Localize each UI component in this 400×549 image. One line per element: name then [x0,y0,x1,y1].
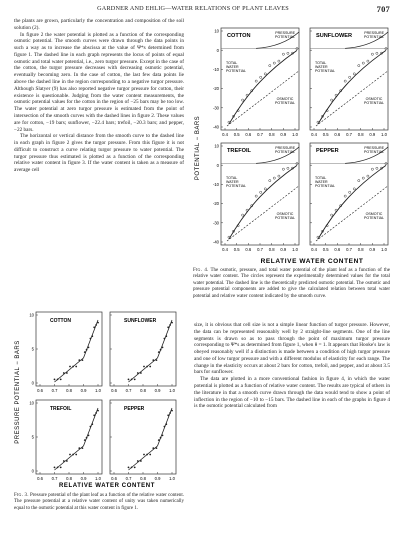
fig4-x-tick-label: 0.7 [346,247,352,252]
fig3-data-point [152,447,154,449]
fig3-data-point [131,379,133,381]
fig4-data-point [260,191,262,193]
fig4-x-tick-label: 0.6 [334,132,341,137]
fig3-data-point [156,447,158,449]
fig3-data-point [69,366,71,368]
fig4-data-point [255,80,257,82]
fig3-panel-title: SUNFLOWER [124,318,157,324]
fig4-curve-label: TOTAL [226,61,238,65]
fig4-total-curve [229,50,297,124]
fig4-data-point [260,76,262,78]
fig3-fit-line [54,320,98,382]
fig3-data-point [169,412,171,414]
fig4-data-point [362,177,364,179]
fig3-data-point [91,423,93,425]
fig4-x-tick-label: 0.6 [334,247,341,252]
fig4-panel [213,28,299,137]
fig4-data-point [331,214,333,216]
fig4-x-tick-label: 0.8 [268,132,275,137]
fig3-data-point [78,447,80,449]
fig4-x-tick-label: 0.6 [245,132,252,137]
fig4-panel-frame [310,143,388,245]
fig3-x-tick-label: 0.8 [140,388,146,393]
fig4-total-curve [318,165,386,239]
fig3-data-point [158,439,160,441]
fig4-panel [310,143,388,252]
running-title: GARDNER AND EHLIG—WATER RELATIONS OF PLANT LEAVES [97,5,289,12]
fig3-caption [14,493,184,512]
fig4-data-point [242,99,244,101]
paragraph: the plants are grown, particularly the concentration and composition of the soil solution (2). [14,18,184,31]
fig3-data-point [88,435,90,437]
fig3-x-tick-label: 0.6 [111,388,117,393]
fig4-y-tick-label: -30 [212,105,219,111]
fig3-data-point [82,447,84,449]
fig3-data-point [69,454,71,456]
fig3-data-point [60,379,62,381]
fig3-data-point [90,338,92,340]
fig3-data-point [86,437,88,439]
fig3-x-tick-label: 0.6 [37,388,43,393]
fig3-x-tick-label: 1.0 [169,476,175,481]
fig3-data-point [162,435,164,437]
fig4-data-point [371,168,373,170]
fig4-curve-label: POTENTIAL [226,69,246,73]
fig4-data-point [344,80,346,82]
fig3-data-point [140,372,142,374]
fig3-data-point [84,351,86,353]
fig3-data-point [66,372,68,374]
fig4-curve-label: WATER [226,180,239,184]
fig4-x-tick-label: 0.5 [233,247,240,252]
paragraph: In figure 2 the water potential is plotted as a function of the corresponding osmotic potential. The smooth curves were drawn through the data points in such a way as to increase the abscissa at the value of Ψ*s determined from figure 1. The dashed line in each graph represents the locus of points of equal osmotic and total water potential, i.e., zero turgor pressure. Except in the case of the cotton, the turgor pressure decreases with decreasing osmotic potential, eventually becoming zero. In the case of cotton, the last few data points lie above the dashed line in the region corresponding to a negative turgor pressure. Although Slatyer (9) has also reported negative turgor pressure for cotton, their existence is questionable. Judging from the water content measurements, the osmotic potential values for the cotton in the region of −25 bars may be too low. The water potential at zero turgor pressure is estimated from the point of intersection of the smooth curves with the dashed lines in figure 2. These values are for cotton, −19 bars; sunflower, −22.4 bars; trefoil, −20.3 bars; and pepper, −22 bars. [14,31,184,133]
fig3-data-point [78,359,80,361]
fig4-data-point [278,60,280,62]
fig3-data-point [63,460,65,462]
fig3-data-point [137,372,139,374]
figure-4 [192,18,392,266]
fig3-data-point [97,322,99,324]
fig4-data-point [331,99,333,101]
fig3-data-point [75,366,77,368]
fig3-fit-line [54,408,98,470]
fig4-curve-label: POTENTIAL [315,184,335,188]
fig4-caption-text: The osmotic, pressure, and total water potential of the plant leaf as a function of the relative water content. The circles represent the experimentally determined values for the total water potential. The dashed line is the theoretically predicted osmotic potential. The osmotic and pressure potential components are added to give the calculated relation between total water potential and relative water content indicated by the smooth curve. [193,268,390,299]
fig4-x-tick-label: 1.0 [292,247,298,252]
fig4-curve-label: POTENTIAL [364,216,384,220]
fig4-data-point [255,195,257,197]
figure-3 [12,300,187,490]
fig3-x-tick-label: 0.6 [111,476,117,481]
fig3-panel-title: TREFOIL [50,406,72,412]
fig3-data-point [156,359,158,361]
fig3-y-tick-label: 0 [31,468,34,474]
fig3-data-point [167,414,169,416]
paragraph: size, it is obvious that cell size is not a simple linear function of turgor pressure. However, the data can be represented reasonably well by 2 straight-line segments. One of the line segments is drawn so as to pass through the point of maximum turgor pressure corresponding to Ψ*s as determined from figure 1, when θ = 1. It appears that Hooke's law is obeyed reasonably well if a distinction is made between a condition of high turgor pressure and one of low turgor pressure and with a different modulus of elasticity for each range. The change in the elasticity occurs at about 2 bars for cotton, trefoil, and pepper, and at about 3.5 bars for sunflower. [194,322,390,376]
fig4-curve-label: WATER [315,65,328,69]
fig4-panel-title: COTTON [227,33,251,39]
fig4-x-tick-label: 0.4 [311,132,317,137]
fig3-data-point [171,410,173,412]
fig3-panel [110,312,176,393]
fig4-x-tick-label: 0.5 [233,132,240,137]
fig3-data-point [75,454,77,456]
fig4-curve-label: POTENTIAL [275,35,295,39]
fig3-data-point [60,467,62,469]
fig3-data-point [134,467,136,469]
fig3-x-tick-label: 0.8 [66,476,72,481]
fig4-data-point [296,163,298,165]
fig3-data-point [95,412,97,414]
fig3-data-point [86,349,88,351]
fig4-data-point [269,65,271,67]
fig4-data-point [278,175,280,177]
fig3-data-point [95,324,97,326]
fig4-panel-frame [310,28,388,130]
fig4-curve-label: POTENTIAL [275,101,295,105]
fig4-data-point [362,62,364,64]
fig3-x-axis-label: RELATIVE WATER CONTENT [59,483,155,489]
fig3-data-point [97,410,99,412]
fig4-curve-label: PRESSURE [275,146,295,150]
fig4-data-point [349,191,351,193]
fig4-x-tick-label: 1.0 [292,132,298,137]
running-header [14,5,390,15]
fig4-data-point [273,177,275,179]
fig4-data-point [344,195,346,197]
fig4-x-tick-label: 1.0 [381,247,387,252]
fig3-data-point [158,351,160,353]
fig4-y-tick-label: -20 [212,201,219,207]
fig4-x-tick-label: 0.8 [357,247,364,252]
fig3-data-point [54,379,56,381]
fig4-x-tick-label: 0.5 [322,132,329,137]
fig4-caption [193,268,390,300]
fig4-y-tick-label: 0 [216,47,219,53]
fig3-x-tick-label: 0.8 [140,476,146,481]
fig4-data-point [349,76,351,78]
fig4-panel-title: SUNFLOWER [316,33,353,39]
fig3-panel-title: COTTON [50,318,72,324]
fig4-y-tick-label: -10 [212,67,219,72]
fig4-curve-label: POTENTIAL [226,184,246,188]
fig3-x-tick-label: 0.6 [37,476,43,481]
fig4-y-tick-label: -40 [212,239,219,245]
fig3-x-tick-label: 0.8 [66,388,72,393]
fig4-x-tick-label: 0.4 [311,247,317,252]
fig3-data-point [63,372,65,374]
fig4-curve-label: TOTAL [315,61,327,65]
fig3-data-point [131,467,133,469]
fig3-panel [29,312,102,393]
fig3-y-tick-label: 10 [29,400,34,406]
fig4-panel-title: PEPPER [316,148,339,154]
fig4-x-tick-label: 1.0 [381,132,387,137]
fig4-curve-label: PRESSURE [364,31,384,35]
right-column-text [194,322,390,410]
fig4-x-tick-label: 0.9 [369,247,376,252]
fig4-data-point [287,52,289,54]
fig3-data-point [165,335,167,337]
fig3-data-point [140,460,142,462]
fig3-fit-line [128,320,172,382]
fig4-y-tick-label: -20 [212,86,219,92]
fig4-curve-label: WATER [226,65,239,69]
fig4-data-point [335,94,337,96]
page-number: 707 [376,4,390,14]
fig4-x-tick-label: 0.6 [245,247,252,252]
fig3-data-point [72,366,74,368]
fig3-data-point [160,437,162,439]
fig3-data-point [91,335,93,337]
fig4-curve-label: POTENTIAL [275,216,295,220]
fig3-data-point [90,426,92,428]
fig4-curve-label: OSMOTIC [276,97,294,101]
fig4-data-point [335,209,337,211]
fig4-panel [310,28,388,137]
fig4-data-point [242,214,244,216]
fig4-data-point [371,53,373,55]
fig4-x-tick-label: 0.8 [357,132,364,137]
fig4-x-tick-label: 0.5 [322,247,329,252]
fig4-data-point [353,188,355,190]
fig4-curve-label: POTENTIAL [364,150,384,154]
fig3-x-tick-label: 0.7 [125,388,132,393]
fig4-x-tick-label: 0.4 [222,132,228,137]
fig4-data-point [385,163,387,165]
fig3-x-tick-label: 1.0 [169,388,175,393]
fig3-data-point [137,460,139,462]
fig3-data-point [160,349,162,351]
fig4-curve-label: TOTAL [315,176,327,180]
paragraph: The horizontal or vertical distance from the smooth curve to the dashed line in each graph in figure 2 gives the turgor pressure. From this figure it is not difficult to construct a curve relating turgor pressure to water potential. The turgor pressure thus estimated is plotted as a function of the corresponding relative water content in figure 3. If the water content is taken as a measure of average cell [14,133,184,174]
fig4-y-axis-label: POTENTIAL − BARS [195,115,201,181]
fig4-data-point [273,62,275,64]
fig3-data-point [167,326,169,328]
fig3-y-tick-label: 5 [31,434,34,440]
fig3-y-axis-label: PRESSURE POTENTIAL − BARS [15,340,21,444]
fig3-fit-line [128,408,172,470]
fig3-caption-label: Fig. 3. [14,493,29,498]
fig4-curve-label: POTENTIAL [275,150,295,154]
fig3-x-tick-label: 0.7 [51,476,58,481]
fig4-y-tick-label: -30 [212,220,219,226]
fig3-data-point [152,359,154,361]
fig3-panel-title: PEPPER [124,406,145,412]
fig3-data-point [93,414,95,416]
fig4-x-tick-label: 0.4 [222,247,228,252]
fig4-data-point [358,65,360,67]
fig4-curve-label: POTENTIAL [364,35,384,39]
fig3-data-point [164,338,166,340]
fig3-data-point [128,379,130,381]
fig4-data-point [376,52,378,54]
fig4-data-point [282,53,284,55]
fig3-data-point [169,324,171,326]
fig3-x-tick-label: 0.9 [154,476,161,481]
fig3-y-tick-label: 5 [31,346,34,352]
fig4-data-point [264,73,266,75]
fig3-data-point [164,426,166,428]
fig3-x-tick-label: 1.0 [95,476,101,481]
fig3-data-point [146,366,148,368]
fig4-data-point [353,73,355,75]
fig4-panel [213,143,299,252]
fig3-y-tick-label: 10 [29,312,34,318]
fig4-panel-title: TREFOIL [227,148,251,154]
left-column-text [14,18,184,174]
fig4-panel-frame [221,143,299,245]
fig3-caption-text: Pressure potential of the plant leaf as a function of the relative water content. The pressure potential at a relative water content of unity was taken numerically equal to the osmotic potential at this water content in figure 1. [14,493,185,511]
fig4-curve-label: POTENTIAL [315,69,335,73]
fig4-data-point [246,94,248,96]
fig3-data-point [149,366,151,368]
fig3-x-tick-label: 0.7 [125,476,132,481]
fig4-x-tick-label: 0.9 [280,247,287,252]
fig4-curve-label: OSMOTIC [365,97,383,101]
fig3-data-point [149,454,151,456]
fig4-data-point [367,60,369,62]
paragraph: The data are plotted in a more conventional fashion in figure 4, in which the water potential is plotted as a function of relative water content. The results are typical of others in the literature in that a smooth curve drawn through the data would tend to show a point of inflection in the region of −10 to −15 bars. The dashed line in each of the graphs in figure 4 is the osmotic potential calculated from [194,376,390,410]
fig4-x-axis-label: RELATIVE WATER CONTENT [260,258,364,265]
fig3-x-tick-label: 0.7 [51,388,58,393]
fig4-y-tick-label: -10 [212,182,219,187]
fig3-panel [110,400,176,481]
fig3-data-point [82,359,84,361]
fig3-data-point [171,322,173,324]
fig4-y-tick-label: 0 [216,162,219,168]
fig3-data-point [143,366,145,368]
fig4-total-curve [318,50,386,124]
fig3-data-point [54,467,56,469]
fig4-data-point [367,175,369,177]
fig4-data-point [358,180,360,182]
fig3-data-point [88,347,90,349]
fig4-data-point [287,167,289,169]
fig3-data-point [72,454,74,456]
fig3-data-point [143,454,145,456]
fig4-curve-label: POTENTIAL [364,101,384,105]
fig3-data-point [57,467,59,469]
fig4-x-tick-label: 0.8 [268,247,275,252]
fig4-data-point [376,167,378,169]
fig4-caption-label: Fig. 4. [193,268,209,273]
fig4-curve-label: OSMOTIC [365,212,383,216]
fig3-panel [29,400,102,481]
fig3-x-tick-label: 0.9 [80,388,87,393]
fig4-data-point [264,188,266,190]
fig4-x-tick-label: 0.9 [369,132,376,137]
fig3-data-point [162,347,164,349]
fig4-y-tick-label: 10 [214,28,219,34]
fig4-panel-frame [221,28,299,130]
fig4-y-tick-label: 10 [214,143,219,149]
fig3-data-point [84,439,86,441]
fig4-x-tick-label: 0.9 [280,132,287,137]
fig3-data-point [128,467,130,469]
fig4-x-tick-label: 0.7 [257,247,263,252]
fig4-data-point [269,180,271,182]
fig3-data-point [134,379,136,381]
fig4-curve-label: WATER [315,180,328,184]
fig3-data-point [93,326,95,328]
fig3-data-point [165,423,167,425]
fig4-total-curve [229,165,297,239]
fig4-data-point [246,209,248,211]
fig3-data-point [57,379,59,381]
fig3-x-tick-label: 1.0 [95,388,101,393]
fig4-x-tick-label: 0.7 [257,132,263,137]
fig4-curve-label: PRESSURE [275,31,295,35]
fig3-data-point [66,460,68,462]
fig3-y-tick-label: 0 [31,380,34,386]
fig3-x-tick-label: 0.9 [80,476,87,481]
fig4-x-tick-label: 0.7 [346,132,352,137]
fig4-y-tick-label: -40 [212,124,219,130]
fig4-curve-label: PRESSURE [364,146,384,150]
fig3-data-point [146,454,148,456]
fig4-curve-label: TOTAL [226,176,238,180]
fig4-data-point [282,168,284,170]
fig3-x-tick-label: 0.9 [154,388,161,393]
fig4-curve-label: OSMOTIC [276,212,294,216]
